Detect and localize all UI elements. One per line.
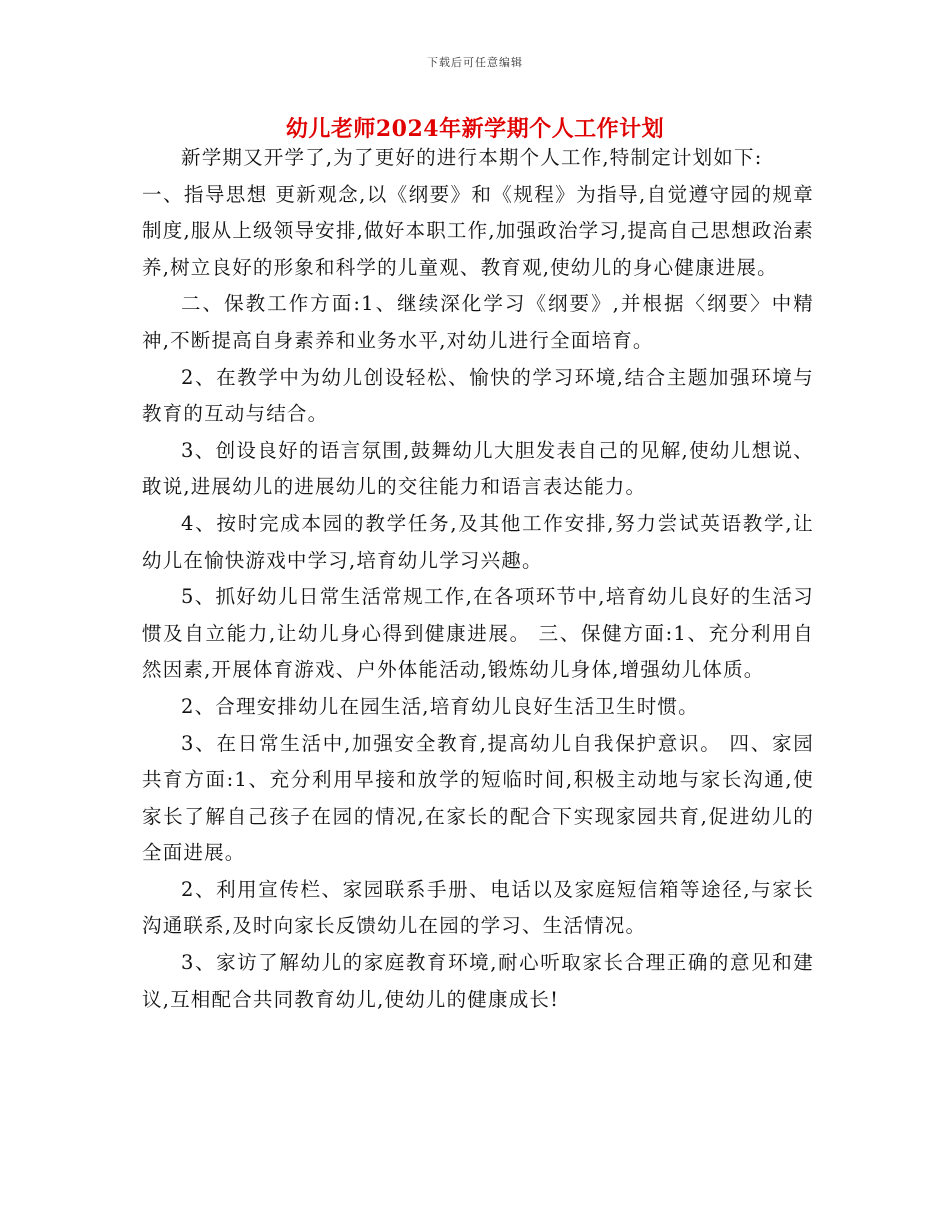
paragraph-care-education-4: 4、按时完成本园的教学任务,及其他工作安排,努力尝试英语教学,让幼儿在愉快游戏中学习,培育幼儿学习兴趣。 — [142, 511, 814, 572]
document-body — [142, 140, 814, 1018]
document-title: 幼儿老师2024年新学期个人工作计划 — [285, 116, 665, 142]
paragraph-care-education-5: 5、抓好幼儿日常生活常规工作,在各项环节中,培育幼儿良好的生活习惯及自立能力,让幼儿身心得到健康进展。 三、保健方面:1、充分利用自然因素,开展体育游戏、户外体能活动,锻炼幼儿身体,增强幼儿体质。 — [142, 585, 814, 682]
paragraph-home-school-3: 3、家访了解幼儿的家庭教育环境,耐心听取家长合理正确的意见和建议,互相配合共同教育幼儿,使幼儿的健康成长! — [142, 951, 814, 1011]
paragraph-guiding-thought: 一、指导思想 更新观念,以《纲要》和《规程》为指导,自觉遵守园的规章制度,服从上级领导安排,做好本职工作,加强政治学习,提高自己思想政治素养,树立良好的形象和科学的儿童观、教育观,使幼儿的身心健康进展。 — [142, 182, 814, 279]
paragraph-health-2: 2、合理安排幼儿在园生活,培育幼儿良好生活卫生时惯。 — [181, 694, 699, 718]
paragraph-care-education-2: 2、在教学中为幼儿创设轻松、愉快的学习环境,结合主题加强环境与教育的互动与结合。 — [142, 365, 814, 426]
paragraph-home-school-2: 2、利用宣传栏、家园联系手册、电话以及家庭短信箱等途径,与家长沟通联系,及时向家长反馈幼儿在园的学习、生活情况。 — [142, 877, 814, 938]
paragraph-care-education-3: 3、创设良好的语言氛围,鼓舞幼儿大胆发表自己的见解,使幼儿想说、敢说,进展幼儿的进展幼儿的交往能力和语言表达能力。 — [142, 438, 814, 499]
paragraph-health-3: 3、在日常生活中,加强安全教育,提高幼儿自我保护意识。 四、家园共育方面:1、充分利用早接和放学的短临时间,积极主动地与家长沟通,使家长了解自己孩子在园的情况,在家长的配合下实现家园共育,促进幼儿的全面进展。 — [142, 731, 814, 865]
paragraph-care-education-1: 二、保教工作方面:1、继续深化学习《纲要》,并根据〈纲要〉中精神,不断提高自身素养和业务水平,对幼儿进行全面培育。 — [142, 292, 814, 352]
header-note: 下载后可任意编辑 — [427, 56, 523, 69]
paragraph-intro: 新学期又开学了,为了更好的进行本期个人工作,特制定计划如下: — [181, 146, 763, 169]
